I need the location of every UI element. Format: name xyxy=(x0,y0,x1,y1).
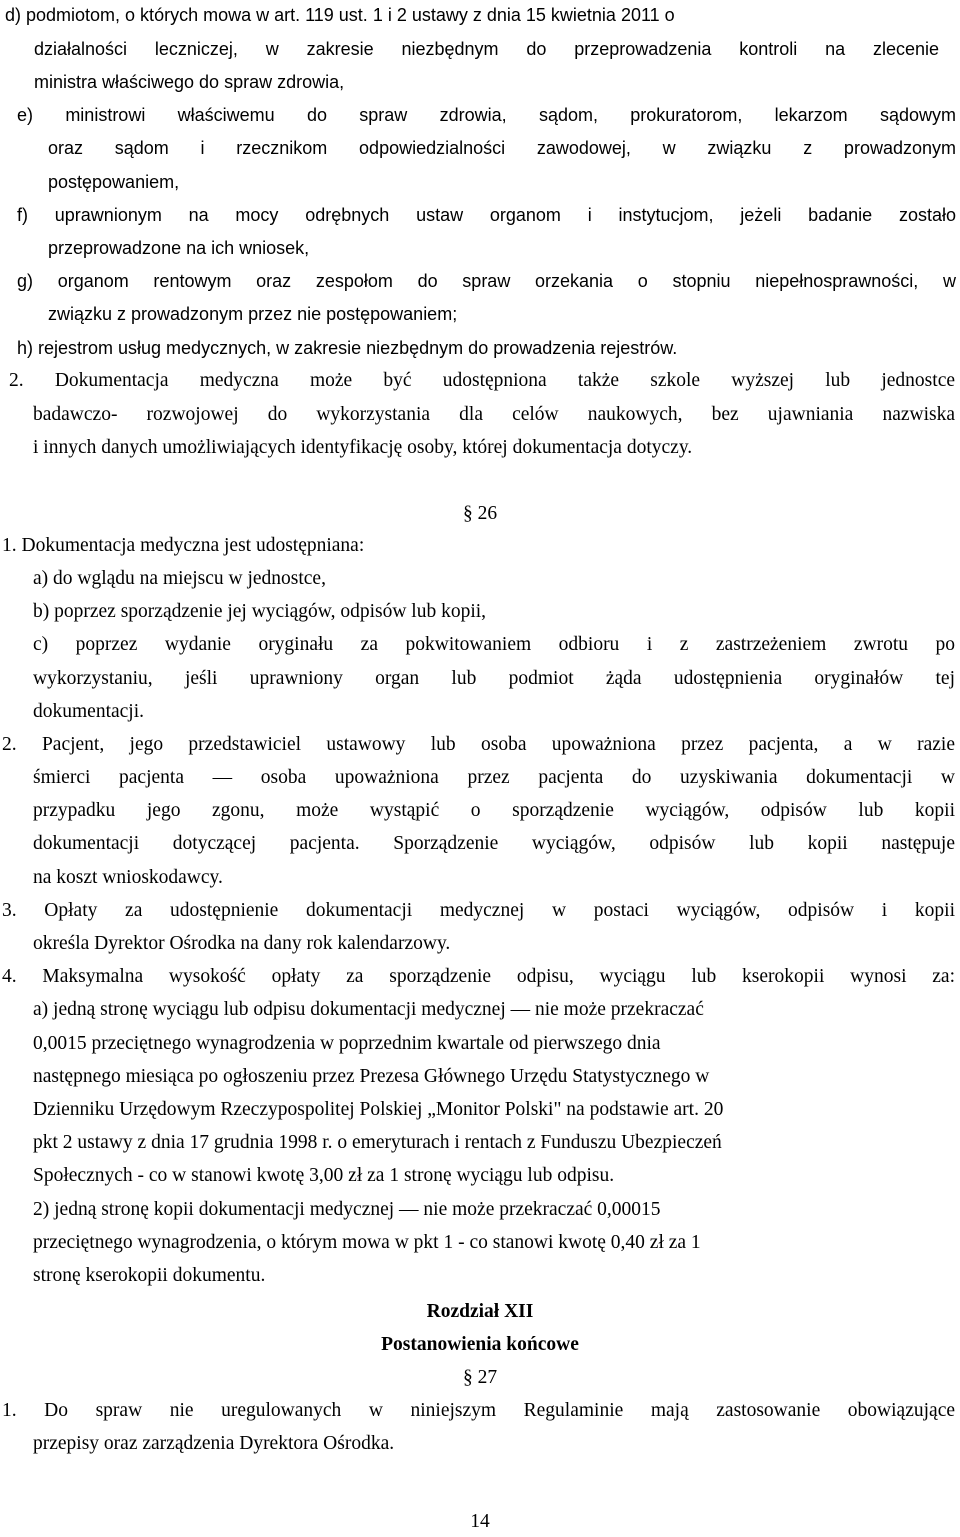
text-line: f) uprawnionym na mocy odrębnych ustaw organom i instytucjom, jeżeli badanie zostało xyxy=(17,205,956,225)
text-line: 0,0015 przeciętnego wynagrodzenia w poprzednim kwartale od pierwszego dnia xyxy=(33,1033,661,1054)
text-line: oraz sądom i rzecznikom odpowiedzialności zawodowej, w związku z prowadzonym xyxy=(48,138,956,158)
text-line: związku z prowadzonym przez nie postępowaniem; xyxy=(48,304,458,324)
text-line: działalności leczniczej, w zakresie niezbędnym do przeprowadzenia kontroli na zlecenie xyxy=(34,39,939,59)
text-line: a) do wglądu na miejscu w jednostce, xyxy=(33,568,326,589)
text-line: 4. Maksymalna wysokość opłaty za sporządzenie odpisu, wyciągu lub kserokopii wynosi za: xyxy=(2,966,955,987)
text-line: pkt 2 ustawy z dnia 17 grudnia 1998 r. o emeryturach i rentach z Funduszu Ubezpieczeń xyxy=(33,1132,722,1153)
text-line: przeprowadzone na ich wniosek, xyxy=(48,238,310,258)
text-line: 3. Opłaty za udostępnienie dokumentacji medycznej w postaci wyciągów, odpisów i kopii xyxy=(2,900,955,921)
text-line: Dzienniku Urzędowym Rzeczypospolitej Polskiej „Monitor Polski" na podstawie art. 20 xyxy=(33,1099,724,1120)
text-line: badawczo- rozwojowej do wykorzystania dla celów naukowych, bez ujawniania nazwiska xyxy=(33,404,955,425)
text-line: a) jedną stronę wyciągu lub odpisu dokumentacji medycznej — nie może przekraczać xyxy=(33,999,704,1020)
text-line: b) poprzez sporządzenie jej wyciągów, odpisów lub kopii, xyxy=(33,601,487,622)
text-line: 2. Dokumentacja medyczna może być udostępniona także szkole wyższej lub jednostce xyxy=(9,370,955,391)
page-number: 14 xyxy=(470,1511,490,1532)
section-number: § 27 xyxy=(462,1367,498,1388)
text-line: śmierci pacjenta — osoba upoważniona przez pacjenta do uzyskiwania dokumentacji w xyxy=(33,767,955,788)
chapter-subtitle: Postanowienia końcowe xyxy=(381,1334,579,1355)
text-line: Społecznych - co w stanowi kwotę 3,00 zł za 1 stronę wyciągu lub odpisu. xyxy=(33,1165,615,1186)
text-line: następnego miesiąca po ogłoszeniu przez Prezesa Głównego Urzędu Statystycznego w xyxy=(33,1066,710,1087)
text-line: 2) jedną stronę kopii dokumentacji medycznej — nie może przekraczać 0,00015 xyxy=(33,1199,661,1220)
text-line: dokumentacji. xyxy=(33,701,145,722)
text-line: przeciętnego wynagrodzenia, o którym mowa w pkt 1 - co stanowi kwotę 0,40 zł za 1 xyxy=(33,1232,701,1253)
text-line: przepisy oraz zarządzenia Dyrektora Ośrodka. xyxy=(33,1433,395,1454)
text-line: c) poprzez wydanie oryginału za pokwitowaniem odbioru i z zastrzeżeniem zwrotu po xyxy=(33,634,955,655)
text-line: ministra właściwego do spraw zdrowia, xyxy=(34,72,345,92)
text-line: przypadku jego zgonu, może wystąpić o sporządzenie wyciągów, odpisów lub kopii xyxy=(33,800,955,821)
text-line: i innych danych umożliwiających identyfikację osoby, której dokumentacja dotyczy. xyxy=(33,437,693,458)
text-line: h) rejestrom usług medycznych, w zakresie niezbędnym do prowadzenia rejestrów. xyxy=(17,338,678,358)
text-line: 1. Dokumentacja medyczna jest udostępniana: xyxy=(2,535,365,556)
text-line: g) organom rentowym oraz zespołom do spraw orzekania o stopniu niepełnosprawności, w xyxy=(17,271,956,291)
text-line: e) ministrowi właściwemu do spraw zdrowia, sądom, prokuratorom, lekarzom sądowym xyxy=(17,105,956,125)
text-line: 1. Do spraw nie uregulowanych w niniejszym Regulaminie mają zastosowanie obowiązujące xyxy=(2,1400,955,1421)
section-number: § 26 xyxy=(462,503,498,524)
text-line: d) podmiotom, o których mowa w art. 119 ust. 1 i 2 ustawy z dnia 15 kwietnia 2011 o xyxy=(5,5,675,25)
text-line: na koszt wnioskodawcy. xyxy=(33,867,223,888)
text-line: 2. Pacjent, jego przedstawiciel ustawowy lub osoba upoważniona przez pacjenta, a w razie xyxy=(2,734,955,755)
text-line: stronę kserokopii dokumentu. xyxy=(33,1265,266,1286)
text-line: określa Dyrektor Ośrodka na dany rok kalendarzowy. xyxy=(33,933,451,954)
text-line: wykorzystaniu, jeśli uprawniony organ lub podmiot żąda udostępnienia oryginałów tej xyxy=(33,668,955,689)
text-line: dokumentacji dotyczącej pacjenta. Sporządzenie wyciągów, odpisów lub kopii następuje xyxy=(33,833,955,854)
text-line: postępowaniem, xyxy=(48,172,180,192)
chapter-title: Rozdział XII xyxy=(426,1301,534,1322)
